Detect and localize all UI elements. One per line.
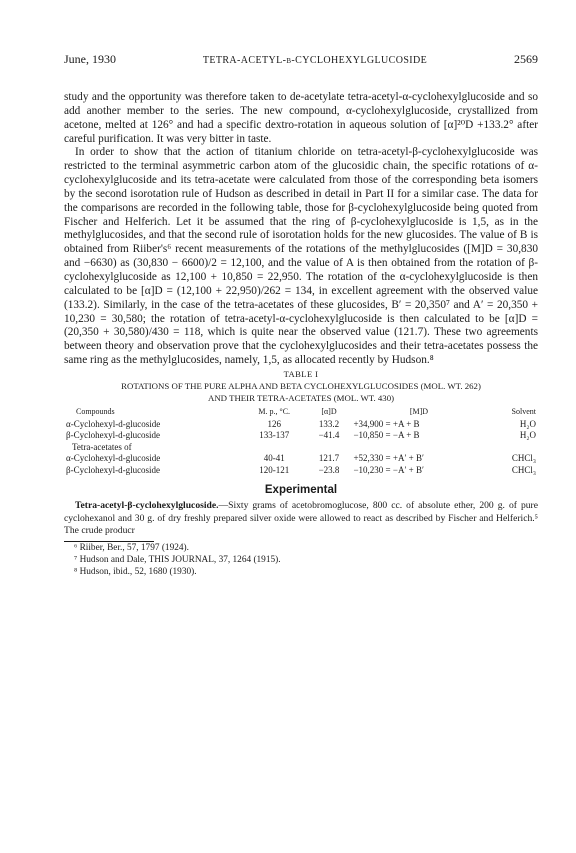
header-date: June, 1930 <box>64 52 116 66</box>
table-cell: α-Cyclohexyl-d-glucoside <box>66 418 161 429</box>
table-cell: β-Cyclohexyl-d-glucoside <box>66 430 161 441</box>
table-cell <box>486 441 538 453</box>
table-row <box>64 418 538 430</box>
table-cell: CHCl₃ <box>511 464 536 475</box>
table-header-row <box>64 406 538 418</box>
table-cell: +34,900 = +A + B <box>353 418 420 429</box>
compound-name: Tetra-acetyl-β-cyclohexylglucoside. <box>75 500 219 512</box>
table-row <box>64 429 538 441</box>
column-header: Compounds <box>76 407 115 417</box>
table-cell <box>242 441 307 453</box>
table-cell <box>307 441 352 453</box>
table-cell: α-Cyclohexyl-d-glucoside <box>66 453 161 464</box>
column-header: M. p., °C. <box>258 407 291 417</box>
table-cell: 120-121 <box>259 464 290 475</box>
footnote: ⁸ Hudson, ibid., 52, 1680 (1930). <box>74 567 197 578</box>
table-cell: 126 <box>267 418 281 429</box>
section-heading: Experimental <box>264 484 338 497</box>
body-text <box>64 91 538 368</box>
table-cell: β-Cyclohexyl-d-glucoside <box>66 464 161 475</box>
table-row <box>64 452 538 464</box>
table-cell: H₂O <box>519 430 536 441</box>
column-header: [M]D <box>409 407 429 417</box>
table-label: TABLE I <box>283 368 319 379</box>
table-cell: 40-41 <box>263 453 285 464</box>
page-header <box>64 52 538 74</box>
paragraph: In order to show that the action of titanium chloride on tetra-acetyl-β-cyclohexylglucoside was restricted to the terminal asymmetric carbon atom of the glucosidic chain, the specific rotations of α-cyclohexylglucoside and its tetra-acetate were calculated from those of the corresponding beta isomers by the second isorotation rule of Hudson as described in detail in Part II for a similar case. The data for the comparisons are recorded in the following table, those for β-cyclohexylglucoside being quoted from Fischer and Helferich. Let it be assumed that the ring of β-cyclohexylglucoside is 1,5, as in the methylglucosides, and that the second rule of isorotation holds for the new glucosides. The value of B is obtained from Riiber's⁶ recent measurements of the rotations of the methylglucosides ([M]D = 30,830 and −6630) as (30,830 − 6600)/2 = 12,100, and the value of A is then obtained from the rotation of β-cyclohexylglucoside as 12,100 + 10,850 = 22,950. The rotation of the α-cyclohexylglucoside is then calculated to be [α]D = (12,100 + 22,950)/262 = 134, in excellent agreement with the observed value (133.2). Similarly, in the case of the tetra-acetates of these glucosides, B′ = 20,350⁷ and A′ = 20,350 + 10,230 = 30,580; the rotation of tetra-acetyl-α-cyclohexylglucoside is then calculated to be [α]D = (20,350 + 30,580)/430 = 118, which is quite near the observed value (121.7). These two agreements between theory and observation prove that the cyclohexylglucosides and their tetra-acetates possess the same ring as the methylglucosides, namely, 1,5, as allocated recently by Hudson.⁸ <box>64 146 538 367</box>
table-cell: Tetra-acetates of <box>72 441 132 452</box>
rotations-table <box>64 406 538 476</box>
table-cell: CHCl₃ <box>511 453 536 464</box>
table-cell <box>351 441 486 453</box>
table-cell: H₂O <box>519 418 536 429</box>
experimental-text: —Sixty grams of acetobromoglucose, 800 cc. of absolute ether, 200 g. of pure cyclohexanol and 30 g. of dry freshly prepared silver oxide were allowed to react as described by Fischer and Helferich.⁵ The crude producr <box>64 500 538 536</box>
footnote: ⁶ Riiber, Ber., 57, 1797 (1924). <box>74 543 189 554</box>
table-cell: −10,850 = −A + B <box>353 430 420 441</box>
footnote: ⁷ Hudson and Dale, THIS JOURNAL, 37, 1264 (1915). <box>74 555 281 566</box>
journal-page <box>64 52 538 578</box>
table-cell: +52,330 = +A′ + B′ <box>353 453 424 464</box>
table-cell: −10,230 = −A′ + B′ <box>353 464 424 475</box>
table-row <box>64 441 538 453</box>
table-title: ROTATIONS OF THE PURE ALPHA AND BETA CYCLOHEXYLGLUCOSIDES (MOL. WT. 262) <box>121 380 481 391</box>
table-cell: 133.2 <box>318 418 340 429</box>
page-number: 2569 <box>513 52 538 66</box>
table-cell: 133-137 <box>259 430 290 441</box>
table-subtitle: AND THEIR TETRA-ACETATES (MOL. WT. 430) <box>207 392 395 403</box>
table-cell: −41.4 <box>318 430 340 441</box>
column-header: Solvent <box>511 407 536 417</box>
table-cell: −23.8 <box>318 464 340 475</box>
experimental-paragraph <box>64 500 538 537</box>
running-title: TETRA-ACETYL-β-CYCLOHEXYLGLUCOSIDE <box>202 55 428 66</box>
table-row <box>64 464 538 476</box>
table-cell: 121.7 <box>318 453 340 464</box>
column-header: [α]D <box>321 407 337 417</box>
paragraph: study and the opportunity was therefore taken to de-acetylate tetra-acetyl-α-cyclohexylglucoside and so add another member to the series. The new compound, α-cyclohexylglucoside, crystallized from acetone, melted at 126° and had a specific dextro-rotation in aqueous solution of [α]²⁰D +133.2° after careful purification. It was very bitter in taste. <box>64 91 538 145</box>
